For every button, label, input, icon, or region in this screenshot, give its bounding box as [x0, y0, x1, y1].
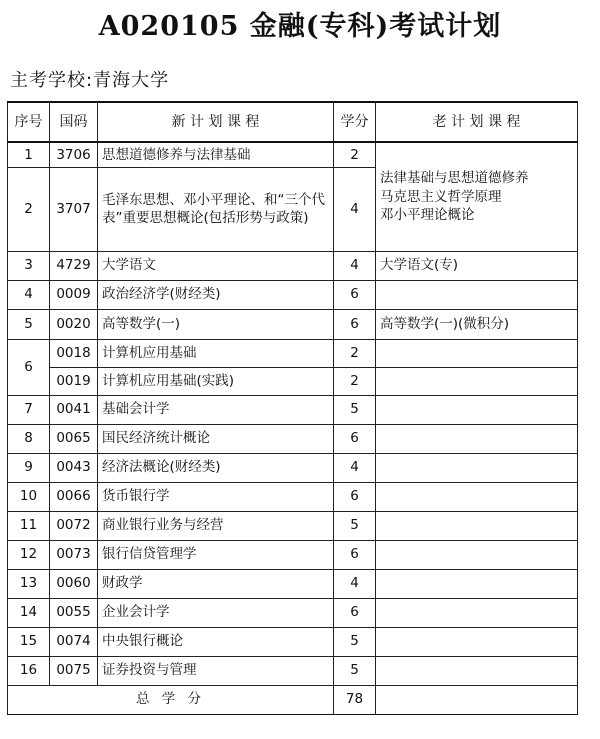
row-old-course	[376, 482, 578, 511]
row-old-course: 大学语文(专)	[376, 251, 578, 280]
row-credits: 2	[334, 367, 376, 395]
row-course: 政治经济学(财经类)	[98, 280, 334, 309]
row-seq: 13	[8, 569, 50, 598]
table-row	[8, 453, 578, 482]
row-course: 大学语文	[98, 251, 334, 280]
row-course: 基础会计学	[98, 395, 334, 424]
row-seq: 4	[8, 280, 50, 309]
row-seq: 2	[8, 167, 50, 251]
table-row	[8, 598, 578, 627]
row-seq: 15	[8, 627, 50, 656]
table-row	[8, 395, 578, 424]
table-row	[8, 424, 578, 453]
row-code: 0060	[50, 569, 98, 598]
table-header-row	[8, 102, 578, 142]
row-course: 企业会计学	[98, 598, 334, 627]
table-row	[8, 656, 578, 685]
row-course: 计算机应用基础(实践)	[98, 367, 334, 395]
row-seq: 7	[8, 395, 50, 424]
row-course: 证券投资与管理	[98, 656, 334, 685]
row-course: 毛泽东思想、邓小平理论、和“三个代表”重要思想概论(包括形势与政策)	[98, 167, 334, 251]
row-old-course	[376, 656, 578, 685]
total-row	[8, 685, 578, 714]
exam-plan-table	[7, 101, 578, 715]
row-credits: 4	[334, 453, 376, 482]
row-old-course	[376, 424, 578, 453]
header-old-course: 老 计 划 课 程	[376, 102, 578, 142]
row-code: 0065	[50, 424, 98, 453]
row-credits: 6	[334, 598, 376, 627]
table-row	[8, 309, 578, 339]
row-seq: 6	[8, 339, 50, 395]
row-code: 0009	[50, 280, 98, 309]
table-row	[8, 627, 578, 656]
row-code: 0072	[50, 511, 98, 540]
row-code: 3707	[50, 167, 98, 251]
table-row	[8, 569, 578, 598]
table-row	[8, 280, 578, 309]
row-seq: 3	[8, 251, 50, 280]
row-credits: 5	[334, 656, 376, 685]
old-course-line: 马克思主义哲学原理	[380, 188, 502, 205]
row-old-course	[376, 627, 578, 656]
row-course: 货币银行学	[98, 482, 334, 511]
row-credits: 5	[334, 511, 376, 540]
row-course: 商业银行业务与经营	[98, 511, 334, 540]
row-credits: 4	[334, 167, 376, 251]
row-credits: 6	[334, 540, 376, 569]
row-code: 0018	[50, 339, 98, 367]
row-course: 计算机应用基础	[98, 339, 334, 367]
row-seq: 11	[8, 511, 50, 540]
header-code: 国码	[50, 102, 98, 142]
row-seq: 14	[8, 598, 50, 627]
old-course-line: 法律基础与思想道德修养	[380, 170, 529, 187]
row-seq: 8	[8, 424, 50, 453]
row-credits: 6	[334, 424, 376, 453]
row-credits: 2	[334, 142, 376, 167]
header-credits: 学分	[334, 102, 376, 142]
row-credits: 6	[334, 280, 376, 309]
row-credits: 6	[334, 482, 376, 511]
table-row	[8, 367, 578, 395]
row-seq: 9	[8, 453, 50, 482]
row-course: 高等数学(一)	[98, 309, 334, 339]
row-code: 0055	[50, 598, 98, 627]
total-old-course-empty	[376, 685, 578, 714]
header-new-course: 新 计 划 课 程	[98, 102, 334, 142]
row-credits: 4	[334, 569, 376, 598]
row-old-course	[376, 142, 578, 251]
total-label: 总 学 分	[8, 685, 334, 714]
row-seq: 5	[8, 309, 50, 339]
row-credits: 2	[334, 339, 376, 367]
row-old-course	[376, 540, 578, 569]
row-old-course	[376, 453, 578, 482]
row-old-course	[376, 367, 578, 395]
page-title: A020105 金融(专科)考试计划	[98, 11, 502, 42]
row-old-course: 高等数学(一)(微积分)	[376, 309, 578, 339]
row-code: 0066	[50, 482, 98, 511]
row-course: 中央银行概论	[98, 627, 334, 656]
row-code: 0073	[50, 540, 98, 569]
row-code: 0075	[50, 656, 98, 685]
table-row	[8, 540, 578, 569]
row-old-course	[376, 395, 578, 424]
header-seq: 序号	[8, 102, 50, 142]
row-course: 财政学	[98, 569, 334, 598]
row-code: 0019	[50, 367, 98, 395]
row-course: 银行信贷管理学	[98, 540, 334, 569]
row-old-course	[376, 598, 578, 627]
row-code: 0074	[50, 627, 98, 656]
row-code: 0041	[50, 395, 98, 424]
row-old-course	[376, 569, 578, 598]
row-seq: 12	[8, 540, 50, 569]
table-row	[8, 511, 578, 540]
row-code: 3706	[50, 142, 98, 167]
row-credits: 4	[334, 251, 376, 280]
row-code: 0043	[50, 453, 98, 482]
row-credits: 5	[334, 395, 376, 424]
row-course: 思想道德修养与法律基础	[98, 142, 334, 167]
row-credits: 6	[334, 309, 376, 339]
exam-school: 主考学校:青海大学	[10, 70, 170, 91]
row-old-course	[376, 511, 578, 540]
old-course-line: 邓小平理论概论	[380, 206, 475, 223]
table-row	[8, 482, 578, 511]
table-row	[8, 339, 578, 367]
row-code: 0020	[50, 309, 98, 339]
table-row	[8, 142, 578, 167]
row-old-course	[376, 280, 578, 309]
row-code: 4729	[50, 251, 98, 280]
table-row	[8, 251, 578, 280]
row-credits: 5	[334, 627, 376, 656]
row-seq: 1	[8, 142, 50, 167]
total-credits: 78	[334, 685, 376, 714]
row-old-course	[376, 339, 578, 367]
row-seq: 16	[8, 656, 50, 685]
row-seq: 10	[8, 482, 50, 511]
row-course: 国民经济统计概论	[98, 424, 334, 453]
row-course: 经济法概论(财经类)	[98, 453, 334, 482]
